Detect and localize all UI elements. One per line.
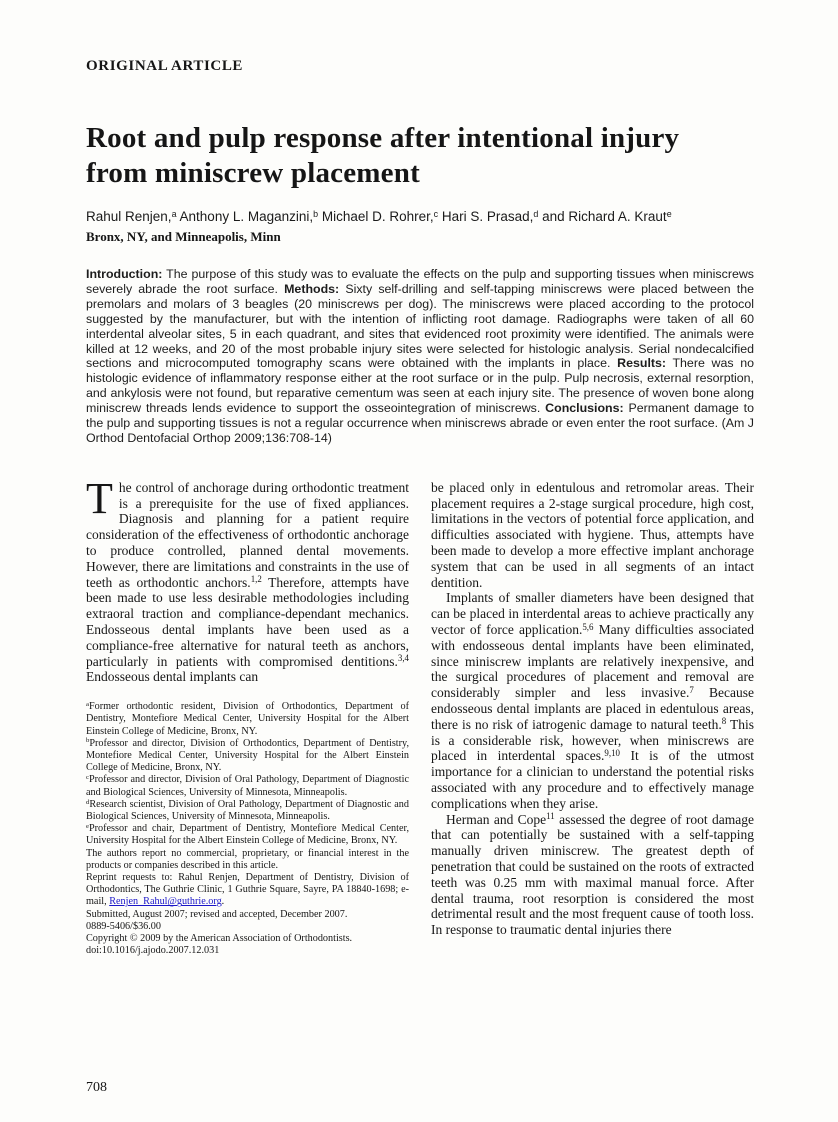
footnote-reprint-requests: Reprint requests to: Rahul Renjen, Department of Dentistry, Division of Orthodontics, The Guthrie Clinic, 1 Guthrie Square, Sayre, PA 18840-1698; e-mail, Renjen_Rahul@guthrie.org. — [86, 872, 409, 908]
footnote-affiliation-e: $^e$Professor and chair, Department of Dentistry, Montefiore Medical Center, University Hospital for the Albert Einstein College of Medicine, Bronx, NY. — [86, 822, 409, 847]
footnote-issn-price: 0889-5406/$36.00 — [86, 920, 161, 932]
intro-paragraph-text: he control of anchorage during orthodontic treatment is a prerequisite for the use of fixed appliances. Diagnosis and planning for a patient require consideration of the effectiveness of orthodontic anchorage to produce controlled, planned dental movements. However, there are limitations and constraints in the use of teeth as orthodontic anchors.$^{1,2}$ Therefore, attempts have been made to use less desirable methodologies including extraoral traction and compliance-dependant mechanics. Endosseous dental implants have been used as a compliance-free alternative for natural teeth as anchors, particularly in patients with compromised dentitions.$^{3,4}$ Endosseous dental implants can — [86, 479, 409, 685]
abstract-paragraph: Introduction: The purpose of this study was to evaluate the effects on the pulp and supporting tissues when miniscrews severely abrade the root surface. Methods: Sixty self-drilling and self-tapping miniscrews were placed between the premolars and molars of 3 beagles (20 miniscrews per dog). The miniscrews were placed according to the protocol suggested by the manufacturer, but with the intention of inflicting root damage. Radiographs were taken of all 60 interdental alveolar sites, 5 in each quadrant, and sites that evidenced root proximity were identified. The animals were killed at 12 weeks, and 20 of the most probable injury sites were selected for histologic analysis. Serial nondecalcified sections and microcomputed tomography scans were obtained with the implants in place. Results: There was no histologic evidence of inflammatory response either at the root surface or in the pulp. Pulp necrosis, external resorption, and ankylosis were not found, but reparative cementum was seen at each injury site. The presence of woven bone along miniscrew threads lends evidence to support the osseointegration of miniscrews. Conclusions: Permanent damage to the pulp and supporting tissues is not a regular occurrence when miniscrews abrade or even enter the root surface. (Am J Orthod Dentofacial Orthop 2009;136:708-14) — [86, 267, 754, 445]
page-number: 708 — [86, 1080, 107, 1095]
footnote-affiliation-c: $^c$Professor and director, Division of Oral Pathology, Department of Diagnostic and Biological Sciences, University of Minnesota, Minneapolis. — [86, 774, 409, 798]
footnotes-block — [86, 701, 409, 957]
footnote-copyright: Copyright © 2009 by the American Association of Orthodontists. — [86, 933, 353, 945]
intro-paragraph — [86, 473, 409, 685]
body-columns — [86, 473, 755, 958]
author-byline: Rahul Renjen,$^a$ Anthony L. Maganzini,$^b$ Michael D. Rohrer,$^c$ Hari S. Prasad,$^d$ and Richard A. Kraut$^e$ — [86, 208, 672, 224]
footnote-submission-dates: Submitted, August 2007; revised and accepted, December 2007. — [86, 908, 348, 920]
footnote-affiliation-b: $^b$Professor and director, Division of Orthodontics, Department of Dentistry, Montefiore Medical Center, University Hospital for the Albert Einstein College of Medicine, Bronx, NY. — [86, 737, 409, 774]
footnote-affiliation-d: $^d$Research scientist, Division of Oral Pathology, Department of Diagnostic and Biological Sciences, University of Minnesota, Minneapolis. — [86, 798, 409, 823]
left-column — [86, 473, 409, 958]
title-line-2: from miniscrew placement — [86, 157, 420, 189]
drop-cap: T — [86, 473, 113, 523]
footnote-affiliation-a: $^a$Former orthodontic resident, Division of Orthodontics, Department of Dentistry, Montefiore Medical Center, University Hospital for the Albert Einstein College of Medicine, Bronx, NY. — [86, 700, 409, 737]
title-line-1: Root and pulp response after intentional injury — [86, 122, 680, 154]
body-paragraph-2: Implants of smaller diameters have been designed that can be placed in interdental areas to achieve practically any vector of force application.$^{5,6}$ Many difficulties associated with endosseous dental implants have been eliminated, since miniscrew implants are relatively inexpensive, and the surgical procedures of placement and removal are considerably simpler and less invasive.$^7$ Because endosseous dental implants are placed in edentulous areas, there is no risk of iatrogenic damage to natural teeth.$^8$ This is a considerable risk, however, when miniscrews are placed in interdental spaces.$^{9,10}$ It is of the utmost importance for a clinician to understand the potential risks associated with any procedure and to effectively manage complications when they arise. — [431, 590, 755, 811]
body-paragraph-3: Herman and Cope$^{11}$ assessed the degree of root damage that can potentially be sustained with a self-tapping manually driven miniscrew. The greatest depth of penetration that could be sustained on the roots of extracted teeth was 0.25 mm with maximal manual force. After dental trauma, root resorption is considered the most detrimental result and the most frequent cause of tooth loss. In response to traumatic dental injuries there — [431, 811, 754, 938]
body-paragraph-1: be placed only in edentulous and retromolar areas. Their placement requires a 2-stage surgical procedure, high cost, limitations in the vectors of potential force application, and difficulties associated with hygiene. Thus, attempts have been made to develop a more effective implant anchorage system that can be used in all segments of an intact dentition. — [431, 479, 754, 590]
footnote-doi: doi:10.1016/j.ajodo.2007.12.031 — [86, 945, 220, 957]
section-label: ORIGINAL ARTICLE — [86, 58, 244, 74]
article-title — [86, 121, 754, 191]
affiliation-location: Bronx, NY, and Minneapolis, Minn — [86, 229, 281, 244]
email-link[interactable]: Renjen_Rahul@guthrie.org — [109, 896, 222, 908]
right-column — [431, 480, 754, 958]
footnote-disclosure: The authors report no commercial, proprietary, or financial interest in the products or companies described in this article. — [86, 847, 409, 871]
